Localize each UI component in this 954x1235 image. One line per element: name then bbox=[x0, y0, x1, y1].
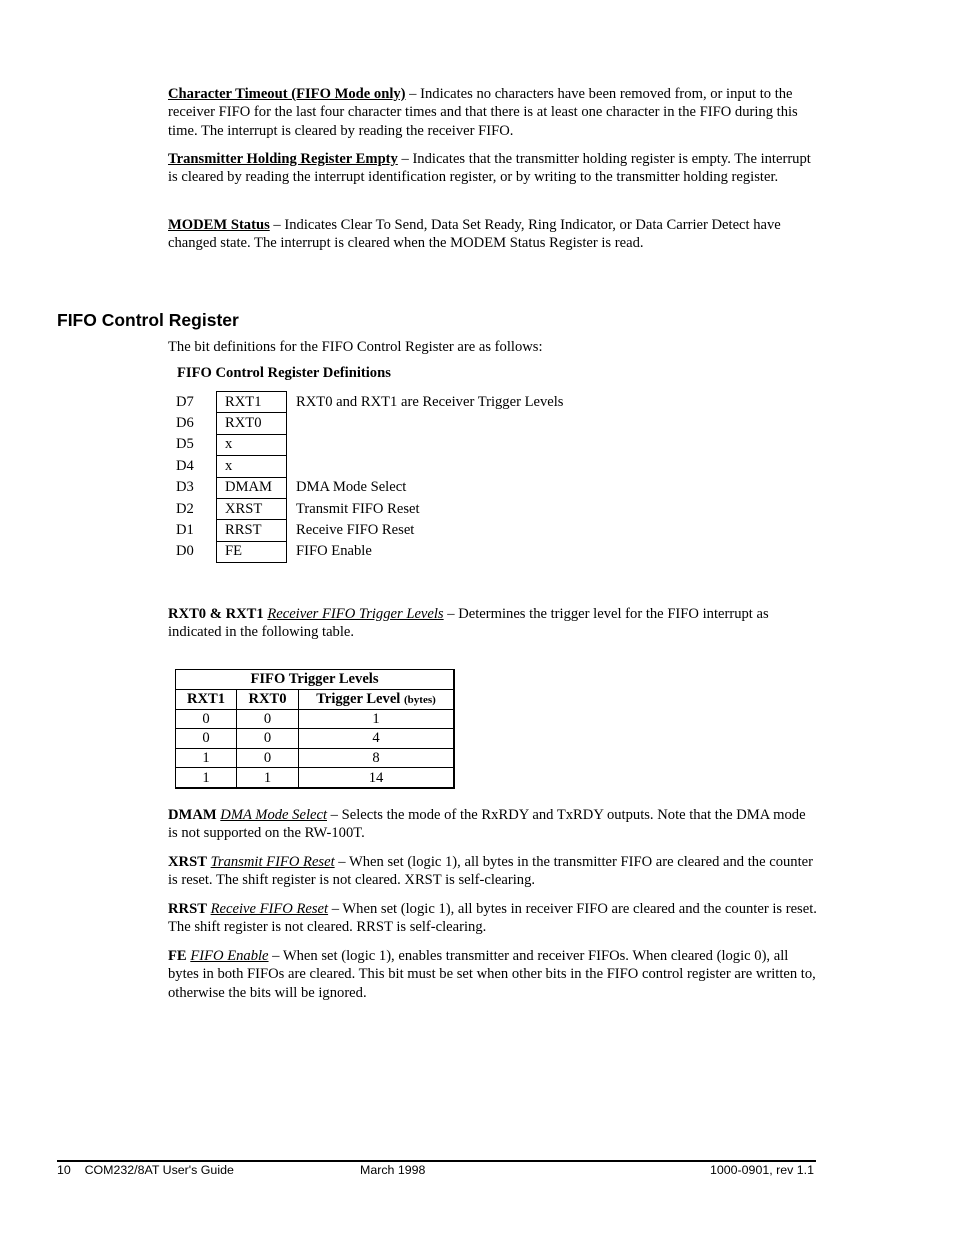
term-xrst-italic: Transmit FIFO Reset bbox=[210, 854, 335, 870]
section-intro: The bit definitions for the FIFO Control Register are as follows: bbox=[168, 339, 543, 355]
bit-description bbox=[287, 434, 564, 455]
term-rrst: RRST bbox=[168, 901, 207, 917]
term-rxt-italic: Receiver FIFO Trigger Levels bbox=[267, 606, 444, 622]
trigger-table-header-row bbox=[176, 689, 455, 709]
cell: 1 bbox=[237, 768, 299, 788]
term-character-timeout: Character Timeout (FIFO Mode only) bbox=[168, 86, 406, 102]
cell: 4 bbox=[299, 729, 455, 749]
register-row bbox=[170, 413, 563, 434]
trigger-table-title: FIFO Trigger Levels bbox=[176, 670, 455, 690]
paragraph-text: – When set (logic 1), all bytes in the transmitter FIFO are cleared and the counter is reset. The shift register is not cleared. XRST is self-clearing. bbox=[168, 854, 813, 889]
term-modem-status: MODEM Status bbox=[168, 217, 270, 233]
cell: 0 bbox=[237, 748, 299, 768]
bit-label: D0 bbox=[176, 543, 194, 560]
cell: 1 bbox=[299, 709, 455, 729]
cell: 14 bbox=[299, 768, 455, 788]
cell: 0 bbox=[176, 729, 237, 749]
paragraph-character-timeout bbox=[168, 85, 818, 140]
header-rxt1: RXT1 bbox=[176, 689, 237, 709]
bit-name: RXT1 bbox=[217, 392, 287, 413]
paragraph-text: – Indicates no characters have been removed from, or input to the receiver FIFO for the last four character times and that there is at least one character in the FIFO during this time. The interrupt is cleared by reading the receiver FIFO. bbox=[168, 86, 798, 139]
cell: 1 bbox=[176, 768, 237, 788]
bit-name: DMAM bbox=[217, 477, 287, 498]
paragraph-xrst bbox=[168, 853, 818, 890]
bit-description bbox=[287, 456, 564, 477]
register-row bbox=[170, 392, 563, 413]
table-row bbox=[176, 768, 455, 788]
register-definition-table bbox=[170, 391, 563, 563]
bit-name: x bbox=[217, 456, 287, 477]
bit-description: RXT0 and RXT1 are Receiver Trigger Levels bbox=[296, 393, 564, 410]
term-rxt: RXT0 & RXT1 bbox=[168, 606, 264, 622]
bit-label: D2 bbox=[176, 500, 194, 517]
bit-description: DMA Mode Select bbox=[296, 479, 407, 496]
table-row bbox=[176, 709, 455, 729]
section-heading: FIFO Control Register bbox=[57, 310, 239, 330]
paragraph-text: – When set (logic 1), enables transmitter and receiver FIFOs. When cleared (logic 0), all bytes in both FIFOs are cleared. This bit must be set when other bits in the FIFO control register are written to, otherwise the bits will be ignored. bbox=[168, 948, 816, 1001]
paragraph-modem-status bbox=[168, 216, 818, 253]
bit-label: D5 bbox=[176, 436, 194, 453]
table-row bbox=[176, 748, 455, 768]
paragraph-text: – When set (logic 1), all bytes in receiver FIFO are cleared and the counter is reset. The shift register is not cleared. RRST is self-clearing. bbox=[168, 901, 817, 936]
cell: 1 bbox=[176, 748, 237, 768]
trigger-levels-table bbox=[175, 669, 455, 789]
paragraph-text: – Indicates that the transmitter holding register is empty. The interrupt is cleared by reading the interrupt identification register, or by writing to the transmitter holding register. bbox=[168, 151, 811, 186]
cell: 0 bbox=[237, 729, 299, 749]
paragraph-thr-empty bbox=[168, 150, 818, 187]
bit-label: D3 bbox=[176, 479, 194, 496]
footer-date: March 1998 bbox=[360, 1163, 426, 1177]
term-fe-italic: FIFO Enable bbox=[190, 948, 269, 964]
header-trigger-level-text: Trigger Level bbox=[316, 690, 401, 707]
bit-name: RXT0 bbox=[217, 413, 287, 434]
register-table-caption: FIFO Control Register Definitions bbox=[177, 365, 391, 381]
register-row bbox=[170, 498, 563, 519]
paragraph-text: – Indicates Clear To Send, Data Set Ready, Ring Indicator, or Data Carrier Detect have changed state. The interrupt is cleared when the MODEM Status Register is read. bbox=[168, 217, 781, 252]
cell: 0 bbox=[237, 709, 299, 729]
paragraph-dmam bbox=[168, 806, 818, 843]
register-row bbox=[170, 477, 563, 498]
bit-label: D7 bbox=[176, 393, 194, 410]
register-row bbox=[170, 520, 563, 541]
term-dmam-italic: DMA Mode Select bbox=[220, 807, 328, 823]
bit-description: Transmit FIFO Reset bbox=[296, 500, 420, 517]
paragraph-text: – Selects the mode of the RxRDY and TxRDY outputs. Note that the DMA mode is not supported on the RW-100T. bbox=[168, 807, 806, 842]
bit-name: FE bbox=[217, 541, 287, 562]
footer-rule bbox=[57, 1160, 816, 1162]
trigger-table-title-row bbox=[176, 670, 455, 690]
bit-description: FIFO Enable bbox=[296, 543, 372, 560]
term-dmam: DMAM bbox=[168, 807, 217, 823]
term-rrst-italic: Receive FIFO Reset bbox=[210, 901, 329, 917]
header-trigger-level bbox=[299, 689, 455, 709]
paragraph-rxt bbox=[168, 605, 818, 642]
guide-title: COM232/8AT User's Guide bbox=[84, 1163, 234, 1177]
bit-description bbox=[287, 413, 564, 434]
register-row bbox=[170, 541, 563, 562]
bit-name: RRST bbox=[217, 520, 287, 541]
cell: 0 bbox=[176, 709, 237, 729]
register-row bbox=[170, 456, 563, 477]
bit-name: XRST bbox=[217, 498, 287, 519]
page-number: 10 bbox=[57, 1163, 71, 1177]
header-rxt0: RXT0 bbox=[237, 689, 299, 709]
paragraph-text: – Determines the trigger level for the FIFO interrupt as indicated in the following table. bbox=[168, 606, 769, 641]
header-trigger-unit: (bytes) bbox=[404, 693, 436, 706]
register-row bbox=[170, 434, 563, 455]
bit-label: D1 bbox=[176, 522, 194, 539]
cell: 8 bbox=[299, 748, 455, 768]
paragraph-fe bbox=[168, 947, 818, 1002]
bit-description: Receive FIFO Reset bbox=[296, 522, 415, 539]
footer-doc-id: 1000-0901, rev 1.1 bbox=[709, 1163, 814, 1177]
bit-label: D4 bbox=[176, 457, 194, 474]
bit-label: D6 bbox=[176, 415, 194, 432]
paragraph-rrst bbox=[168, 900, 818, 937]
term-xrst: XRST bbox=[168, 854, 207, 870]
footer-left bbox=[57, 1163, 234, 1177]
bit-name: x bbox=[217, 434, 287, 455]
table-row bbox=[176, 729, 455, 749]
term-thr-empty: Transmitter Holding Register Empty bbox=[168, 151, 398, 167]
term-fe: FE bbox=[168, 948, 187, 964]
